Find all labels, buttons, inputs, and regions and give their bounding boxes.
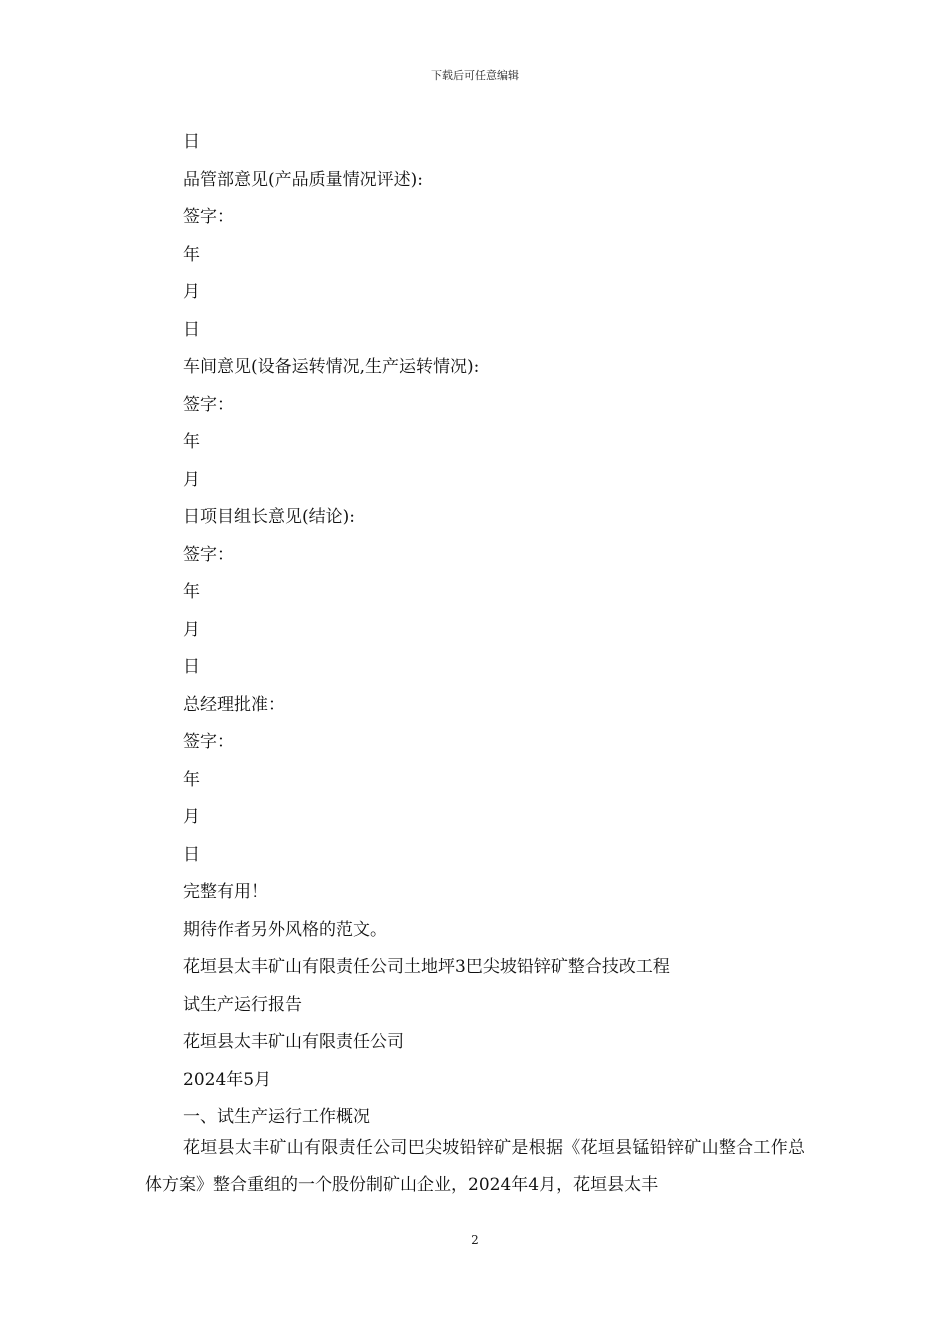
text-line: 完整有用！ — [183, 882, 268, 902]
text-line: 日 — [183, 657, 200, 677]
text-line: 月 — [183, 619, 200, 640]
text-line: 总经理批准： — [183, 694, 285, 715]
text-line: 签字： — [183, 544, 234, 565]
text-line: 年 — [183, 582, 200, 602]
text-line: 月 — [183, 469, 200, 490]
body-paragraph: 花垣县太丰矿山有限责任公司巴尖坡铅锌矿是根据《花垣县锰铅锌矿山整合工作总体方案》整合重组的一个股份制矿山企业，2024年4月，花垣县太丰 — [145, 1138, 805, 1195]
text-line: 签字： — [183, 207, 234, 227]
text-line: 月 — [183, 282, 200, 302]
text-line: 年 — [183, 244, 200, 265]
text-line: 车间意见(设备运转情况,生产运转情况): — [183, 357, 480, 377]
text-line: 日 — [183, 132, 200, 152]
text-line: 月 — [183, 807, 200, 827]
header-note: 下载后可任意编辑 — [431, 69, 519, 82]
text-line: 日 — [183, 319, 200, 340]
text-line: 花垣县太丰矿山有限责任公司 — [183, 1032, 404, 1052]
document-body — [183, 124, 823, 1137]
page-number: 2 — [471, 1233, 479, 1247]
section-heading: 一、试生产运行工作概况 — [183, 1107, 370, 1127]
text-line: 花垣县太丰矿山有限责任公司土地坪3巴尖坡铅锌矿整合技改工程 — [183, 957, 670, 977]
text-line: 试生产运行报告 — [183, 994, 302, 1015]
text-line: 品管部意见(产品质量情况评述): — [183, 169, 423, 190]
text-line: 日项目组长意见(结论): — [183, 507, 355, 527]
text-line: 签字： — [183, 732, 234, 752]
text-line: 签字： — [183, 394, 234, 415]
text-line: 期待作者另外风格的范文。 — [183, 919, 387, 940]
text-line: 日 — [183, 844, 200, 865]
text-line: 年 — [183, 769, 200, 790]
text-line: 2024年5月 — [183, 1069, 272, 1090]
text-line: 年 — [183, 432, 200, 452]
